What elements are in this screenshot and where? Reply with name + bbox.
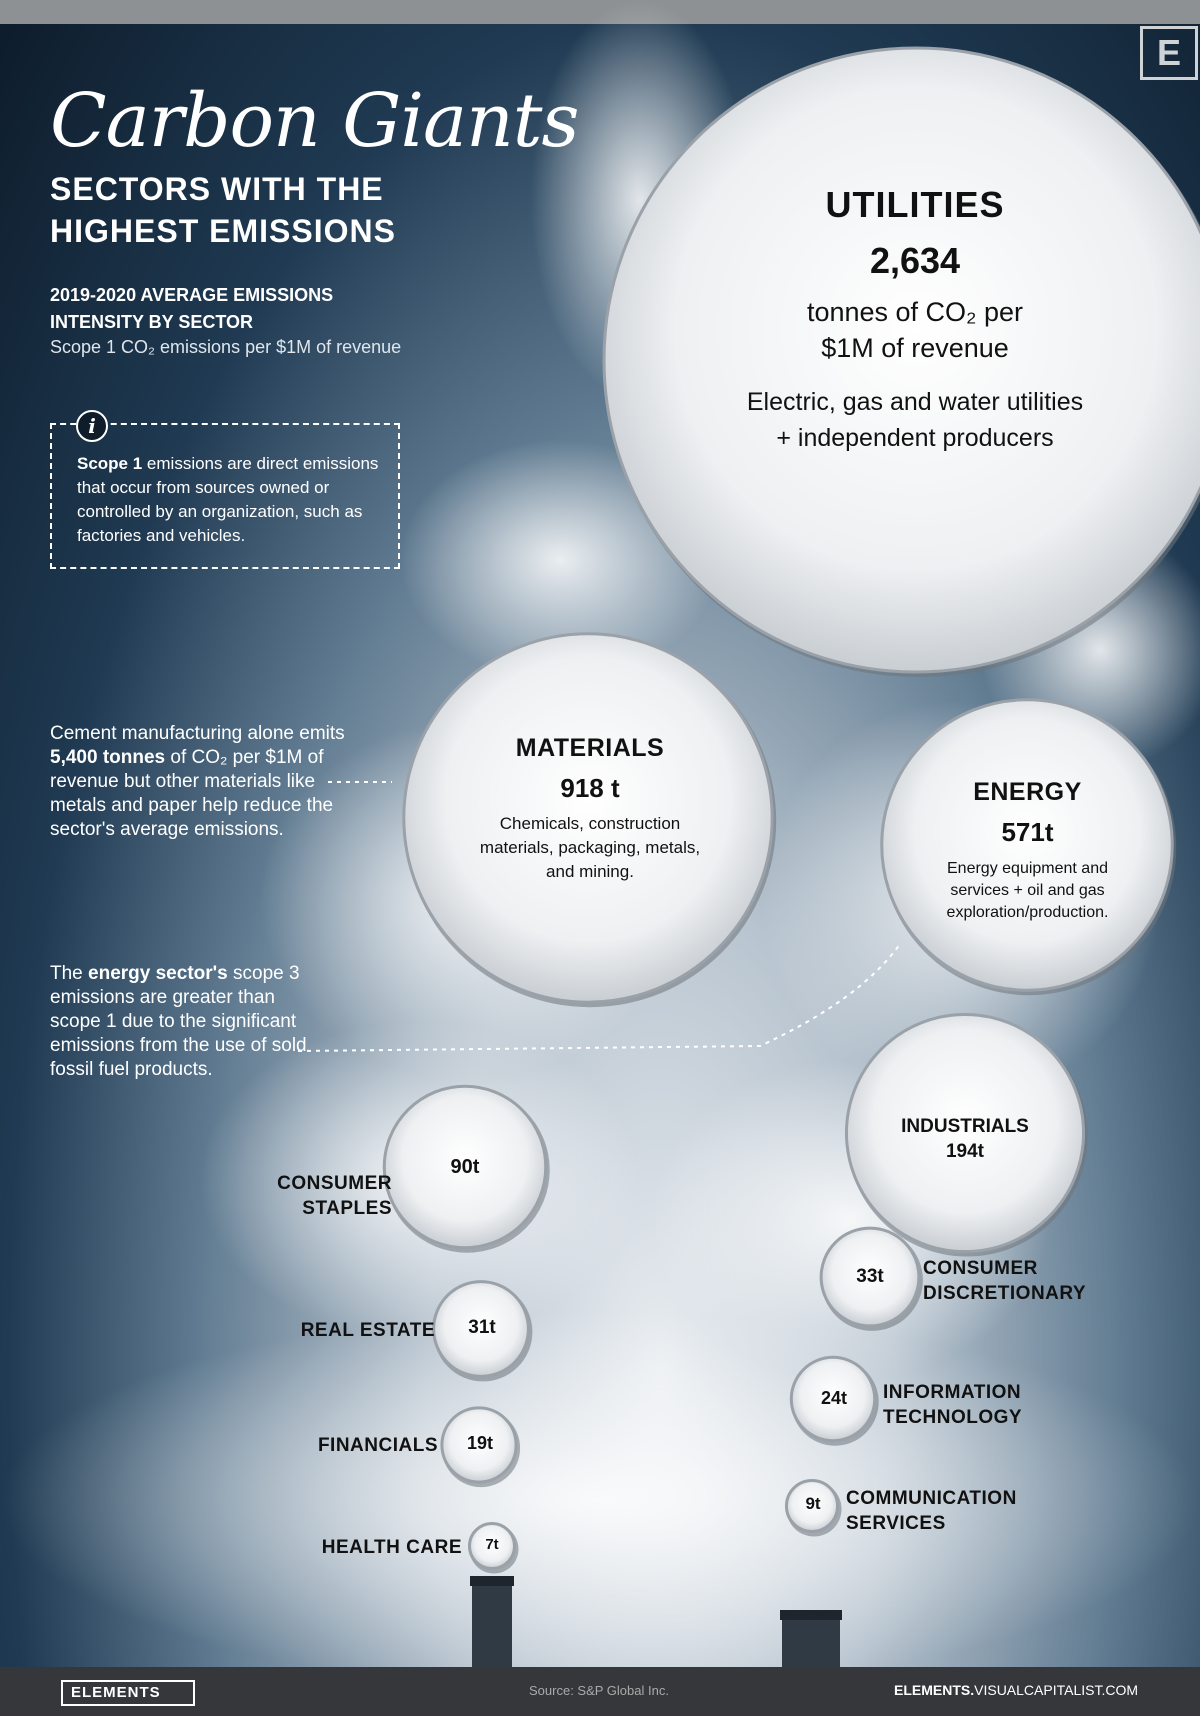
consumer-disc-label-2: DISCRETIONARY: [923, 1283, 1087, 1304]
info-tech-value: 24t: [820, 1388, 847, 1408]
utilities-label: UTILITIES: [825, 184, 1005, 225]
financials-value: 19t: [466, 1433, 493, 1453]
materials-note-bold: 5,400 tonnes: [50, 747, 166, 768]
health-care-value: 7t: [485, 1536, 499, 1553]
materials-description: Chemicals, construction materials, packaging, metals, and mining.: [479, 814, 701, 881]
utilities-unit-line-2: $1M of revenue: [821, 333, 1009, 363]
comm-label-1: COMMUNICATION: [846, 1488, 1017, 1509]
real-estate-value: 31t: [468, 1317, 496, 1338]
metric-line-2: INTENSITY BY SECTOR: [50, 312, 254, 332]
page-title: Carbon Giants: [50, 78, 579, 164]
health-care-label: HEALTH CARE: [321, 1537, 462, 1558]
consumer-staples-label-1: CONSUMER: [277, 1173, 392, 1194]
energy-note: [50, 962, 312, 1082]
financials-label: FINANCIALS: [317, 1435, 438, 1456]
energy-label: ENERGY: [973, 778, 1082, 806]
materials-note-post: of CO₂ per $1M of revenue but other materials like metals and paper help reduce the sector's average emissions.: [50, 747, 334, 840]
scope-info-body: emissions are direct emissions that occur from sources owned or controlled by an organization, such as factories and vehicles.: [77, 454, 379, 545]
consumer-staples-label-2: STAPLES: [302, 1198, 392, 1219]
materials-text: [470, 734, 710, 884]
consumer-discretionary-value: 33t: [856, 1266, 884, 1287]
energy-value: 571t: [1001, 817, 1054, 847]
materials-note-pre: Cement manufacturing alone emits: [50, 723, 345, 744]
communication-label: [846, 1486, 1017, 1536]
brand-badge: E: [1140, 26, 1198, 80]
utilities-desc-line-2: + independent producers: [776, 424, 1054, 452]
site-url[interactable]: [894, 1682, 1138, 1698]
utilities-description: [680, 384, 1150, 456]
page-subtitle: [50, 168, 470, 252]
subtitle-line-1: SECTORS WITH THE: [50, 171, 384, 207]
site-url-bold: ELEMENTS.: [894, 1682, 975, 1698]
utilities-text: [680, 184, 1150, 456]
energy-note-bold: energy sector's: [88, 963, 228, 984]
info-icon: i: [76, 410, 108, 442]
consumer-staples-label: [270, 1171, 392, 1221]
scope-info-bold: Scope 1: [77, 454, 143, 473]
metric-heading: [50, 282, 410, 336]
utilities-desc-line-1: Electric, gas and water utilities: [746, 388, 1084, 416]
communication-value: 9t: [805, 1494, 821, 1513]
metric-line-1: 2019-2020 AVERAGE EMISSIONS: [50, 285, 334, 305]
subtitle-line-2: HIGHEST EMISSIONS: [50, 213, 396, 249]
metric-subheading: Scope 1 CO₂ emissions per $1M of revenue: [50, 337, 402, 357]
source-note: Source: S&P Global Inc.: [529, 1683, 669, 1698]
consumer-disc-label-1: CONSUMER: [923, 1258, 1038, 1279]
energy-note-pre: The: [50, 963, 89, 984]
materials-note: [50, 722, 360, 842]
utilities-unit: [680, 294, 1150, 366]
info-tech-label-2: TECHNOLOGY: [883, 1407, 1023, 1428]
site-url-rest: VISUALCAPITALIST.COM: [974, 1682, 1139, 1698]
energy-description: Energy equipment and services + oil and gas exploration/production.: [946, 860, 1109, 921]
industrials-text: [880, 1114, 1050, 1164]
info-tech-label: [883, 1380, 1022, 1430]
elements-logo: ELEMENTS: [61, 1680, 195, 1706]
materials-value: 918 t: [560, 773, 620, 803]
real-estate-label: REAL ESTATE: [300, 1320, 435, 1341]
industrials-label: INDUSTRIALS: [901, 1116, 1029, 1137]
comm-label-2: SERVICES: [846, 1513, 946, 1534]
consumer-discretionary-label: [923, 1256, 1086, 1306]
consumer-staples-value: 90t: [450, 1156, 480, 1178]
info-tech-label-1: INFORMATION: [883, 1382, 1022, 1403]
energy-text: [920, 778, 1135, 924]
scope-info-text: [77, 452, 387, 548]
materials-label: MATERIALS: [515, 734, 665, 762]
utilities-value: 2,634: [869, 240, 961, 281]
industrials-value: 194t: [945, 1141, 985, 1162]
utilities-unit-line-1: tonnes of CO₂ per: [806, 297, 1024, 327]
energy-note-post: scope 3 emissions are greater than scope 1 due to the significant emissions from the use of sold fossil fuel products.: [50, 963, 307, 1080]
